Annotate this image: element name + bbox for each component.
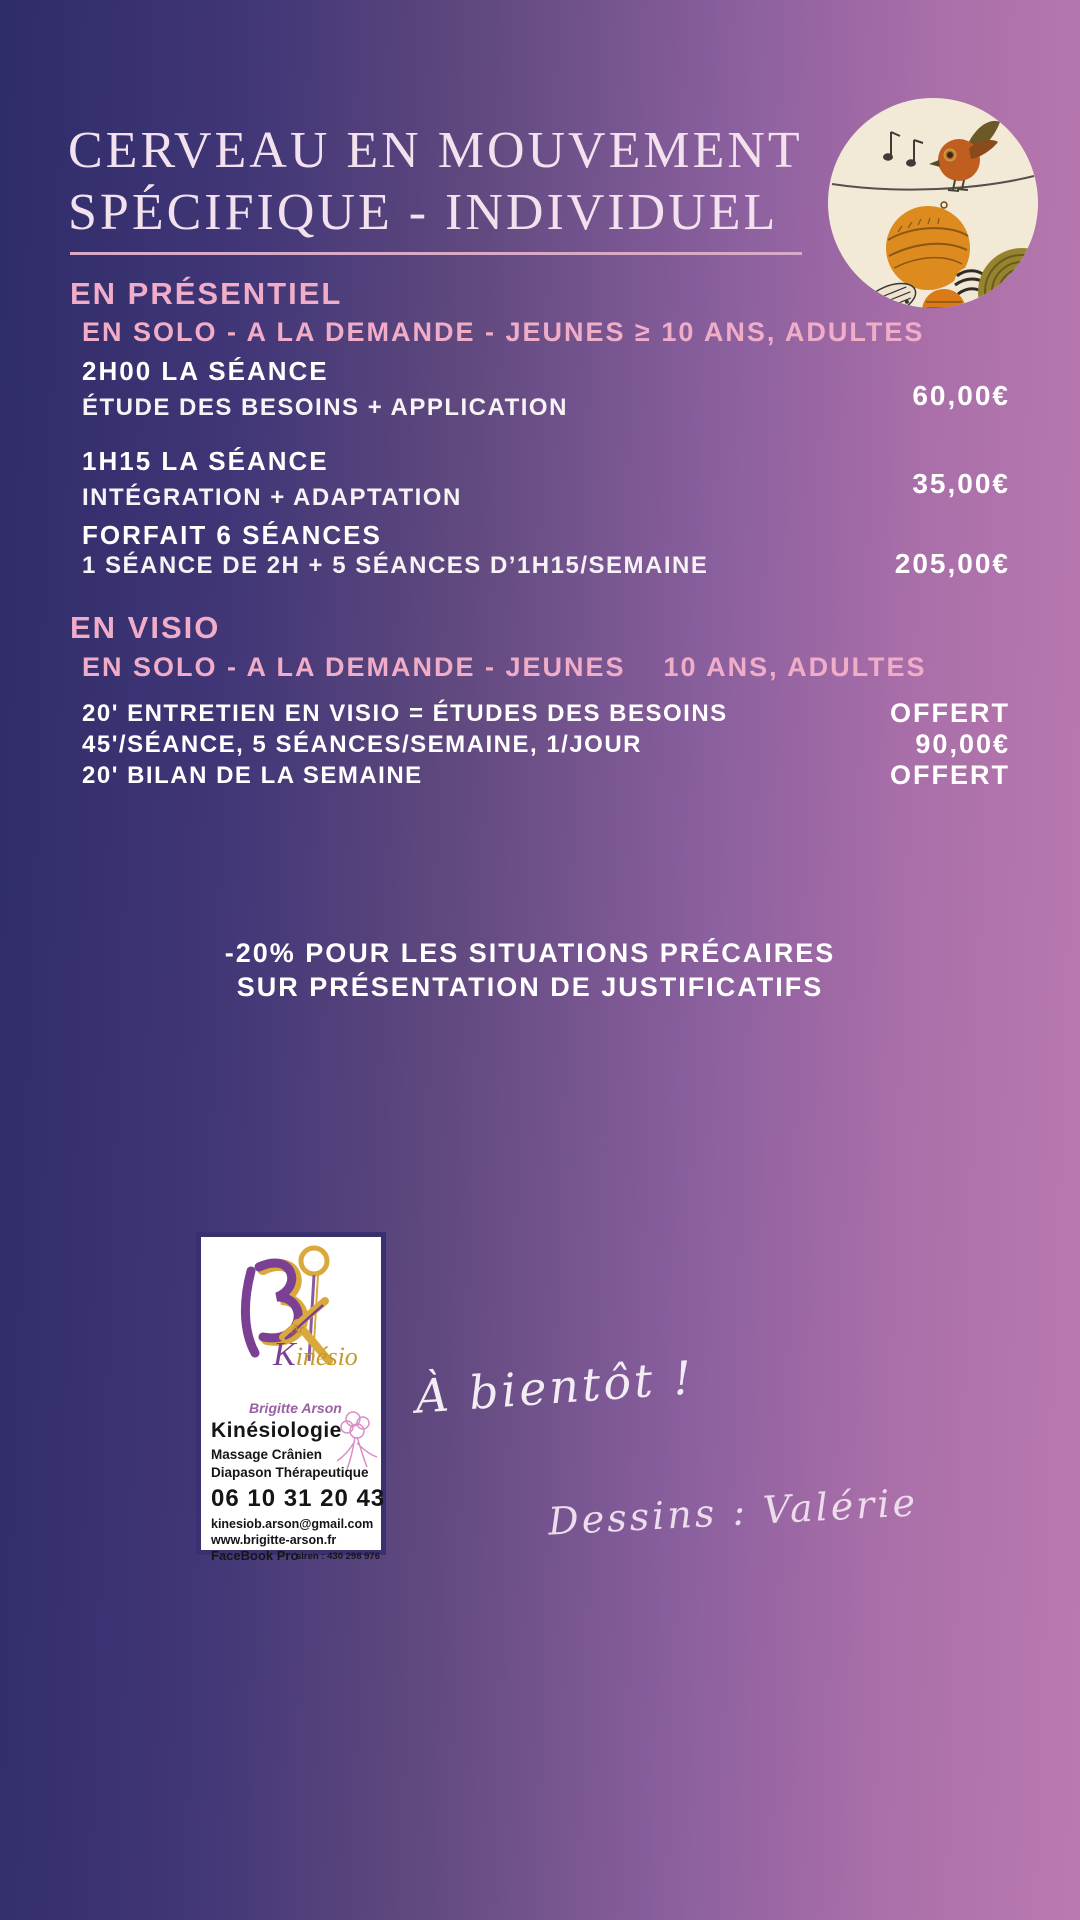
- price-row-title: 1H15 LA SÉANCE: [82, 446, 329, 476]
- visio-subheading: EN SOLO - A LA DEMANDE - JEUNES 10 ANS, ADULTES: [82, 652, 927, 682]
- visio-row-seance: [82, 731, 1010, 763]
- card-facebook: FaceBook Pro: [211, 1548, 299, 1563]
- bird-on-wire-illustration: [828, 98, 1038, 308]
- card-email: kinesiob.arson@gmail.com: [211, 1517, 374, 1531]
- bird-illustration-svg: [828, 98, 1038, 308]
- visio-row-price: 90,00€: [915, 729, 1010, 759]
- logo-k-letter: K: [273, 1336, 296, 1373]
- price-row-subtitle: INTÉGRATION + ADAPTATION: [82, 484, 462, 511]
- price-row-title: 2H00 LA SÉANCE: [82, 356, 329, 386]
- card-siren: siren : 430 298 976: [296, 1551, 380, 1562]
- card-phone-number: 06 10 31 20 43: [211, 1485, 386, 1512]
- card-owner-name: Brigitte Arson: [249, 1400, 342, 1416]
- card-service-2: Diapason Thérapeutique: [211, 1465, 369, 1480]
- title-underline: [70, 252, 802, 255]
- logo-inesio-text: inésio: [295, 1342, 358, 1371]
- discount-line1: -20% POUR LES SITUATIONS PRÉCAIRES: [224, 938, 836, 968]
- visio-row-price: OFFERT: [890, 698, 1010, 728]
- price-row-1h15: [82, 446, 1010, 516]
- page-title: [68, 120, 868, 244]
- price-row-forfait: [82, 520, 1010, 586]
- price-row-title: FORFAIT 6 SÉANCES: [82, 520, 382, 550]
- logo-ar-text: Ar: [291, 1321, 304, 1336]
- business-card: [196, 1232, 386, 1563]
- visio-row-bilan: [82, 762, 1010, 794]
- price-value: 205,00€: [894, 548, 1010, 579]
- card-profession: Kinésiologie: [211, 1419, 342, 1442]
- page-title-line2: SPÉCIFIQUE - INDIVIDUEL: [68, 184, 779, 241]
- card-service-1: Massage Crânien: [211, 1447, 323, 1462]
- visio-row-label: 45'/SÉANCE, 5 SÉANCES/SEMAINE, 1/JOUR: [82, 731, 643, 758]
- discount-line2: SUR PRÉSENTATION DE JUSTIFICATIFS: [236, 972, 824, 1002]
- price-row-subtitle: ÉTUDE DES BESOINS + APPLICATION: [82, 394, 568, 421]
- price-row-subtitle: 1 SÉANCE DE 2H + 5 SÉANCES D’1H15/SEMAINE: [82, 552, 709, 579]
- visio-row-label: 20' BILAN DE LA SEMAINE: [82, 762, 423, 789]
- presentiel-subheading: EN SOLO - A LA DEMANDE - JEUNES ≥ 10 ANS, ADULTES: [82, 317, 925, 347]
- page-title-line1: CERVEAU EN MOUVEMENT: [68, 122, 803, 179]
- card-website: www.brigitte-arson.fr: [211, 1533, 337, 1547]
- see-you-soon-script: À bientôt !: [413, 1350, 697, 1424]
- discount-note: [90, 936, 970, 1004]
- visio-row-entretien: [82, 700, 1010, 732]
- ba-kinesio-logo: [211, 1239, 361, 1399]
- visio-row-label: 20' ENTRETIEN EN VISIO = ÉTUDES DES BESOINS: [82, 700, 728, 727]
- visio-row-price: OFFERT: [890, 760, 1010, 790]
- visio-heading: EN VISIO: [70, 610, 221, 645]
- price-value: 35,00€: [912, 468, 1010, 499]
- price-row-2h00: [82, 356, 1010, 426]
- svg-text:Kinésio: [272, 1336, 358, 1373]
- drawings-credit-script: Dessins : Valérie: [547, 1480, 920, 1544]
- price-value: 60,00€: [912, 380, 1010, 411]
- presentiel-heading: EN PRÉSENTIEL: [70, 276, 343, 311]
